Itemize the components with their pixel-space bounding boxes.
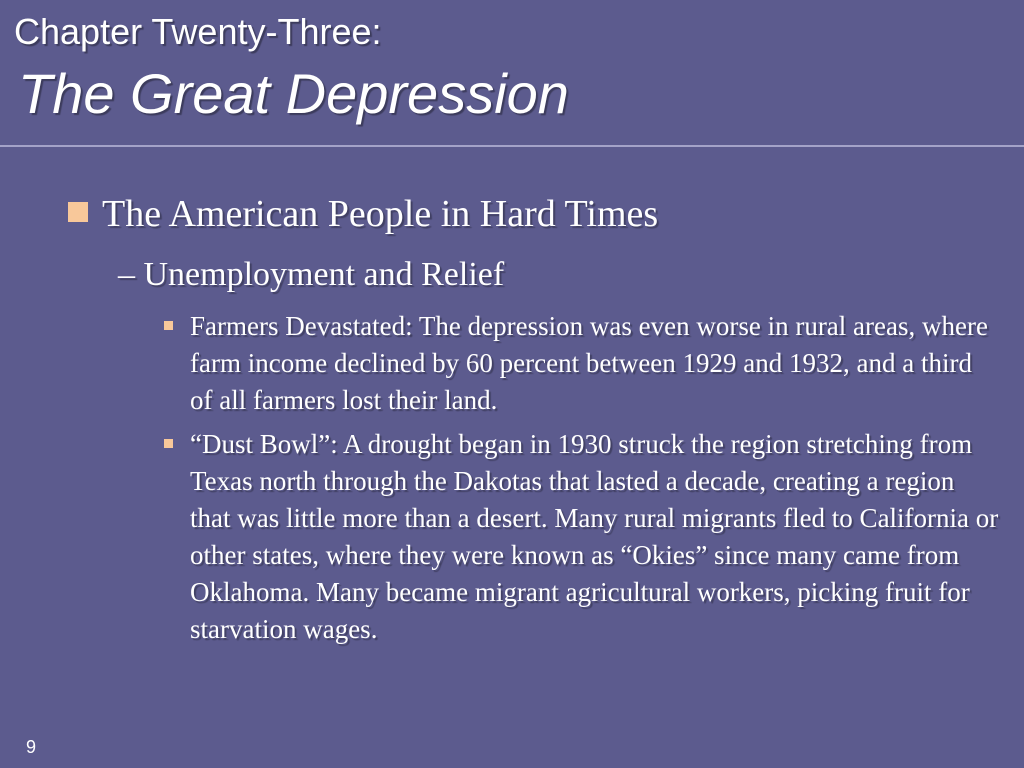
bullet-level3-text: “Dust Bowl”: A drought began in 1930 struck the region stretching from Texas north through the Dakotas that lasted a decade, creating a region that was little more than a desert. Many rural migrants fled to California or other states, where they were known as “Okies” since many came from Oklahoma. Many became migrant agricultural workers, picking fruit for starvation wages. bbox=[190, 429, 999, 644]
bullet-level3-dust-bowl bbox=[164, 426, 999, 648]
small-square-bullet-icon bbox=[164, 439, 173, 448]
slide-title: The Great Depression bbox=[18, 62, 569, 125]
bullet-level3-farmers bbox=[164, 308, 999, 419]
title-divider bbox=[0, 145, 1024, 147]
bullet-level2: – Unemployment and Relief bbox=[118, 256, 505, 293]
page-number: 9 bbox=[26, 737, 37, 757]
bullet-level3-text: Farmers Devastated: The depression was even worse in rural areas, where farm income declined by 60 percent between 1929 and 1932, and a third of all farmers lost their land. bbox=[190, 311, 988, 415]
bullet-level1-text: The American People in Hard Times bbox=[102, 193, 659, 235]
small-square-bullet-icon bbox=[164, 321, 173, 330]
bullet-level1 bbox=[68, 190, 658, 238]
square-bullet-icon bbox=[68, 202, 88, 222]
chapter-title: Chapter Twenty-Three: bbox=[14, 11, 382, 52]
